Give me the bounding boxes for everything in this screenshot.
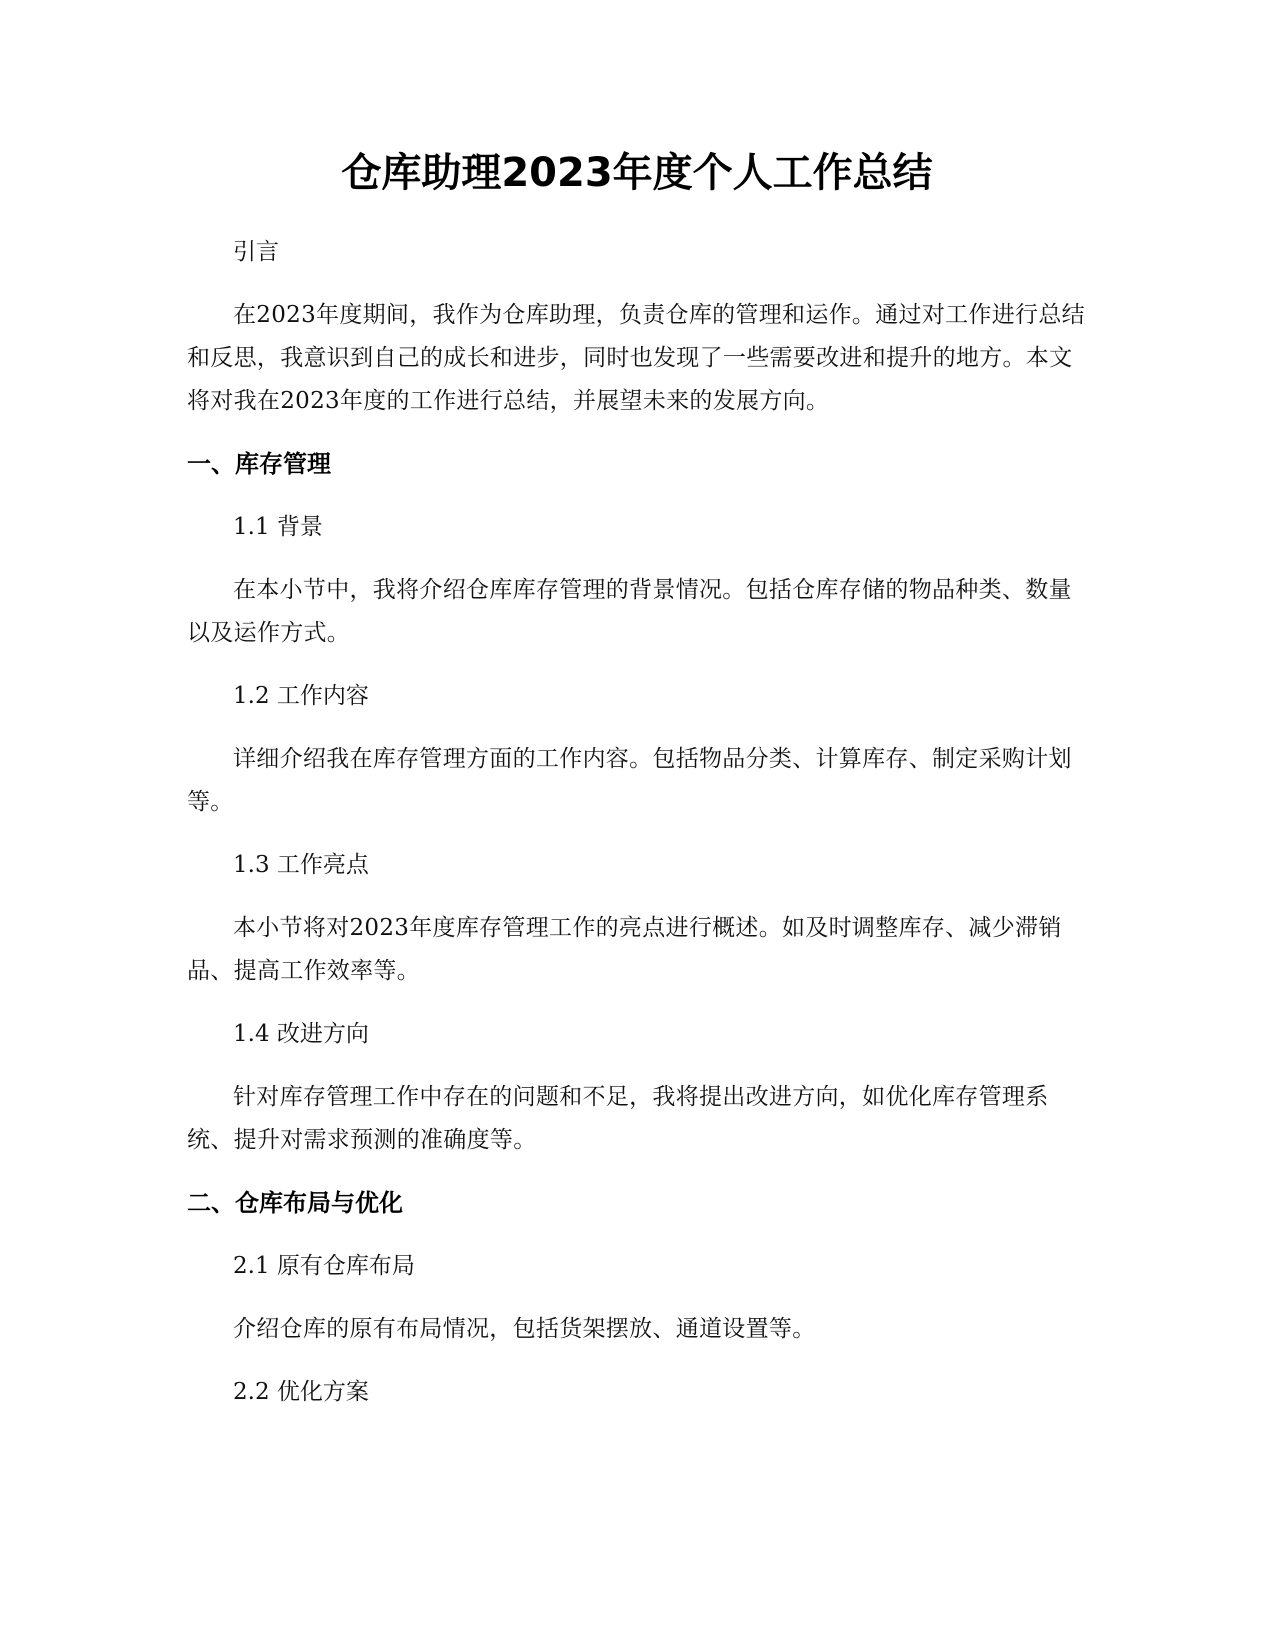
subsection-paragraph-1-3: 本小节将对2023年度库存管理工作的亮点进行概述。如及时调整库存、减少滞销品、提高工作效率等。 (187, 915, 1062, 984)
subsection-paragraph-2-1: 介绍仓库的原有布局情况，包括货架摆放、通道设置等。 (233, 1316, 816, 1342)
subsection-heading-1-4: 1.4 改进方向 (233, 1021, 369, 1047)
subsection-paragraph-1-2: 详细介绍我在库存管理方面的工作内容。包括物品分类、计算库存、制定采购计划等。 (187, 746, 1072, 815)
subsection-paragraph-1-4: 针对库存管理工作中存在的问题和不足，我将提出改进方向，如优化库存管理系统、提升对需求预测的准确度等。 (187, 1084, 1049, 1153)
document-title: 仓库助理2023年度个人工作总结 (341, 150, 933, 196)
section-heading-inventory: 一、库存管理 (187, 450, 331, 478)
intro-heading: 引言 (233, 239, 279, 265)
subsection-heading-2-2: 2.2 优化方案 (233, 1379, 369, 1405)
section-heading-layout: 二、仓库布局与优化 (187, 1189, 403, 1217)
subsection-paragraph-1-1: 在本小节中，我将介绍仓库库存管理的背景情况。包括仓库存储的物品种类、数量以及运作方式。 (187, 577, 1072, 646)
subsection-heading-1-1: 1.1 背景 (233, 514, 323, 540)
intro-paragraph: 在2023年度期间，我作为仓库助理，负责仓库的管理和运作。通过对工作进行总结和反思，我意识到自己的成长和进步，同时也发现了一些需要改进和提升的地方。本文将对我在2023年度的工作进行总结，并展望未来的发展方向。 (187, 302, 1085, 414)
document-body (187, 145, 1087, 1434)
subsection-heading-1-3: 1.3 工作亮点 (233, 852, 369, 878)
subsection-heading-1-2: 1.2 工作内容 (233, 683, 369, 709)
subsection-heading-2-1: 2.1 原有仓库布局 (233, 1253, 415, 1279)
